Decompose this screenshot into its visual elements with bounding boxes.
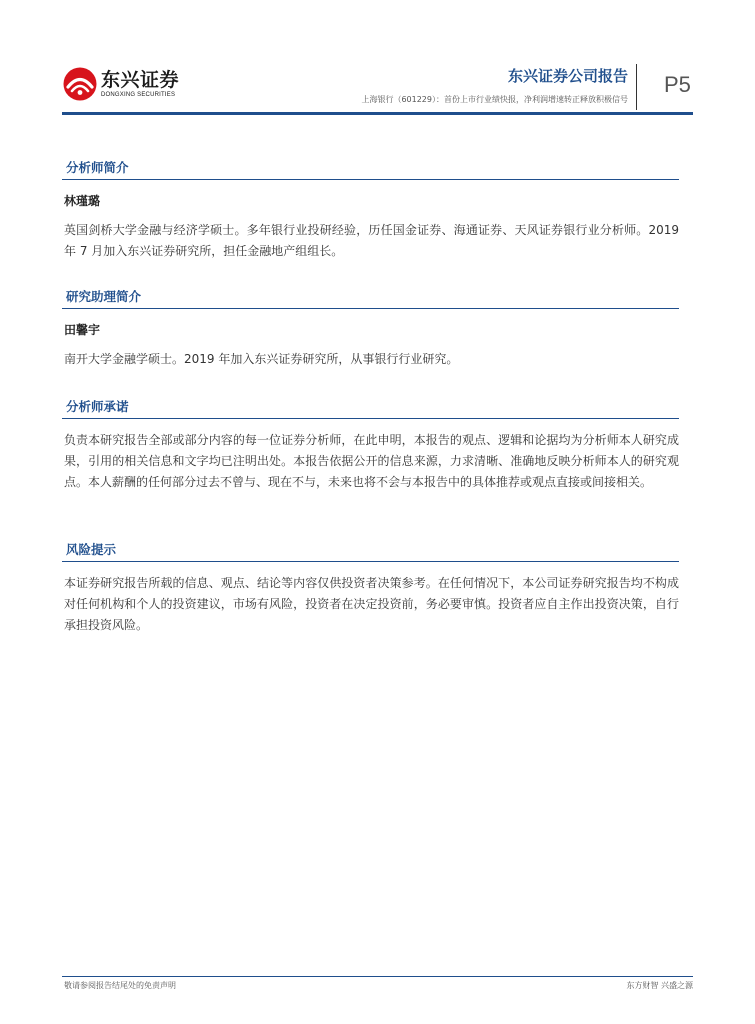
header-rule xyxy=(62,112,693,115)
risk-warning-text: 本证券研究报告所载的信息、观点、结论等内容仅供投资者决策参考。在任何情况下，本公司证券研究报告均不构成对任何机构和个人的投资建议，市场有风险，投资者在决定投资前，务必要审慎。投资者应自主作出投资决策，自行承担投资风险。 xyxy=(64,576,679,632)
risk-warning-heading-text: 风险提示 xyxy=(66,542,117,557)
company-logo xyxy=(62,66,179,102)
assistant-name: 田馨宇 xyxy=(64,323,101,337)
footer-disclaimer-note: 敬请参阅报告结尾处的免责声明 xyxy=(64,981,176,990)
analyst-bio: 英国剑桥大学金融与经济学硕士。多年银行业投研经验，历任国金证券、海通证券、天风证券银行业分析师。2019 年 7 月加入东兴证券研究所，担任金融地产组组长。 xyxy=(64,223,679,258)
analyst-profile-heading-text: 分析师简介 xyxy=(66,160,129,175)
logo-english-name: DONGXING SECURITIES xyxy=(101,92,176,98)
assistant-profile-heading xyxy=(62,287,679,309)
analyst-profile-heading xyxy=(62,158,679,180)
risk-warning-heading xyxy=(62,540,679,562)
report-subtitle: 上海银行（601229）：首份上市行业绩快报，净利润增速转正释放积极信号 xyxy=(361,95,628,104)
footer-rule xyxy=(62,976,693,977)
logo-text xyxy=(101,69,179,99)
assistant-profile-heading-text: 研究助理简介 xyxy=(66,289,142,304)
report-series-title: 东兴证券公司报告 xyxy=(507,67,628,85)
analyst-commitment-text: 负责本研究报告全部或部分内容的每一位证券分析师，在此申明，本报告的观点、逻辑和论据均为分析师本人研究成果，引用的相关信息和文字均已注明出处。本报告依据公开的信息来源，力求清晰、准确地反映分析师本人的研究观点。本人薪酬的任何部分过去不曾与、现在不与，未来也将不会与本报告中的具体推荐或观点直接或间接相关。 xyxy=(64,433,679,489)
header-divider xyxy=(636,64,637,110)
logo-chinese-name: 东兴证券 xyxy=(101,69,180,91)
analyst-name: 林瑾璐 xyxy=(64,194,101,208)
assistant-bio: 南开大学金融学硕士。2019 年加入东兴证券研究所，从事银行行业研究。 xyxy=(64,352,459,366)
page-number: P5 xyxy=(664,72,691,97)
dongxing-logo-icon xyxy=(62,66,98,102)
footer-slogan: 东方财智 兴盛之源 xyxy=(626,981,693,990)
analyst-commitment-heading-text: 分析师承诺 xyxy=(66,399,129,414)
analyst-commitment-heading xyxy=(62,397,679,419)
